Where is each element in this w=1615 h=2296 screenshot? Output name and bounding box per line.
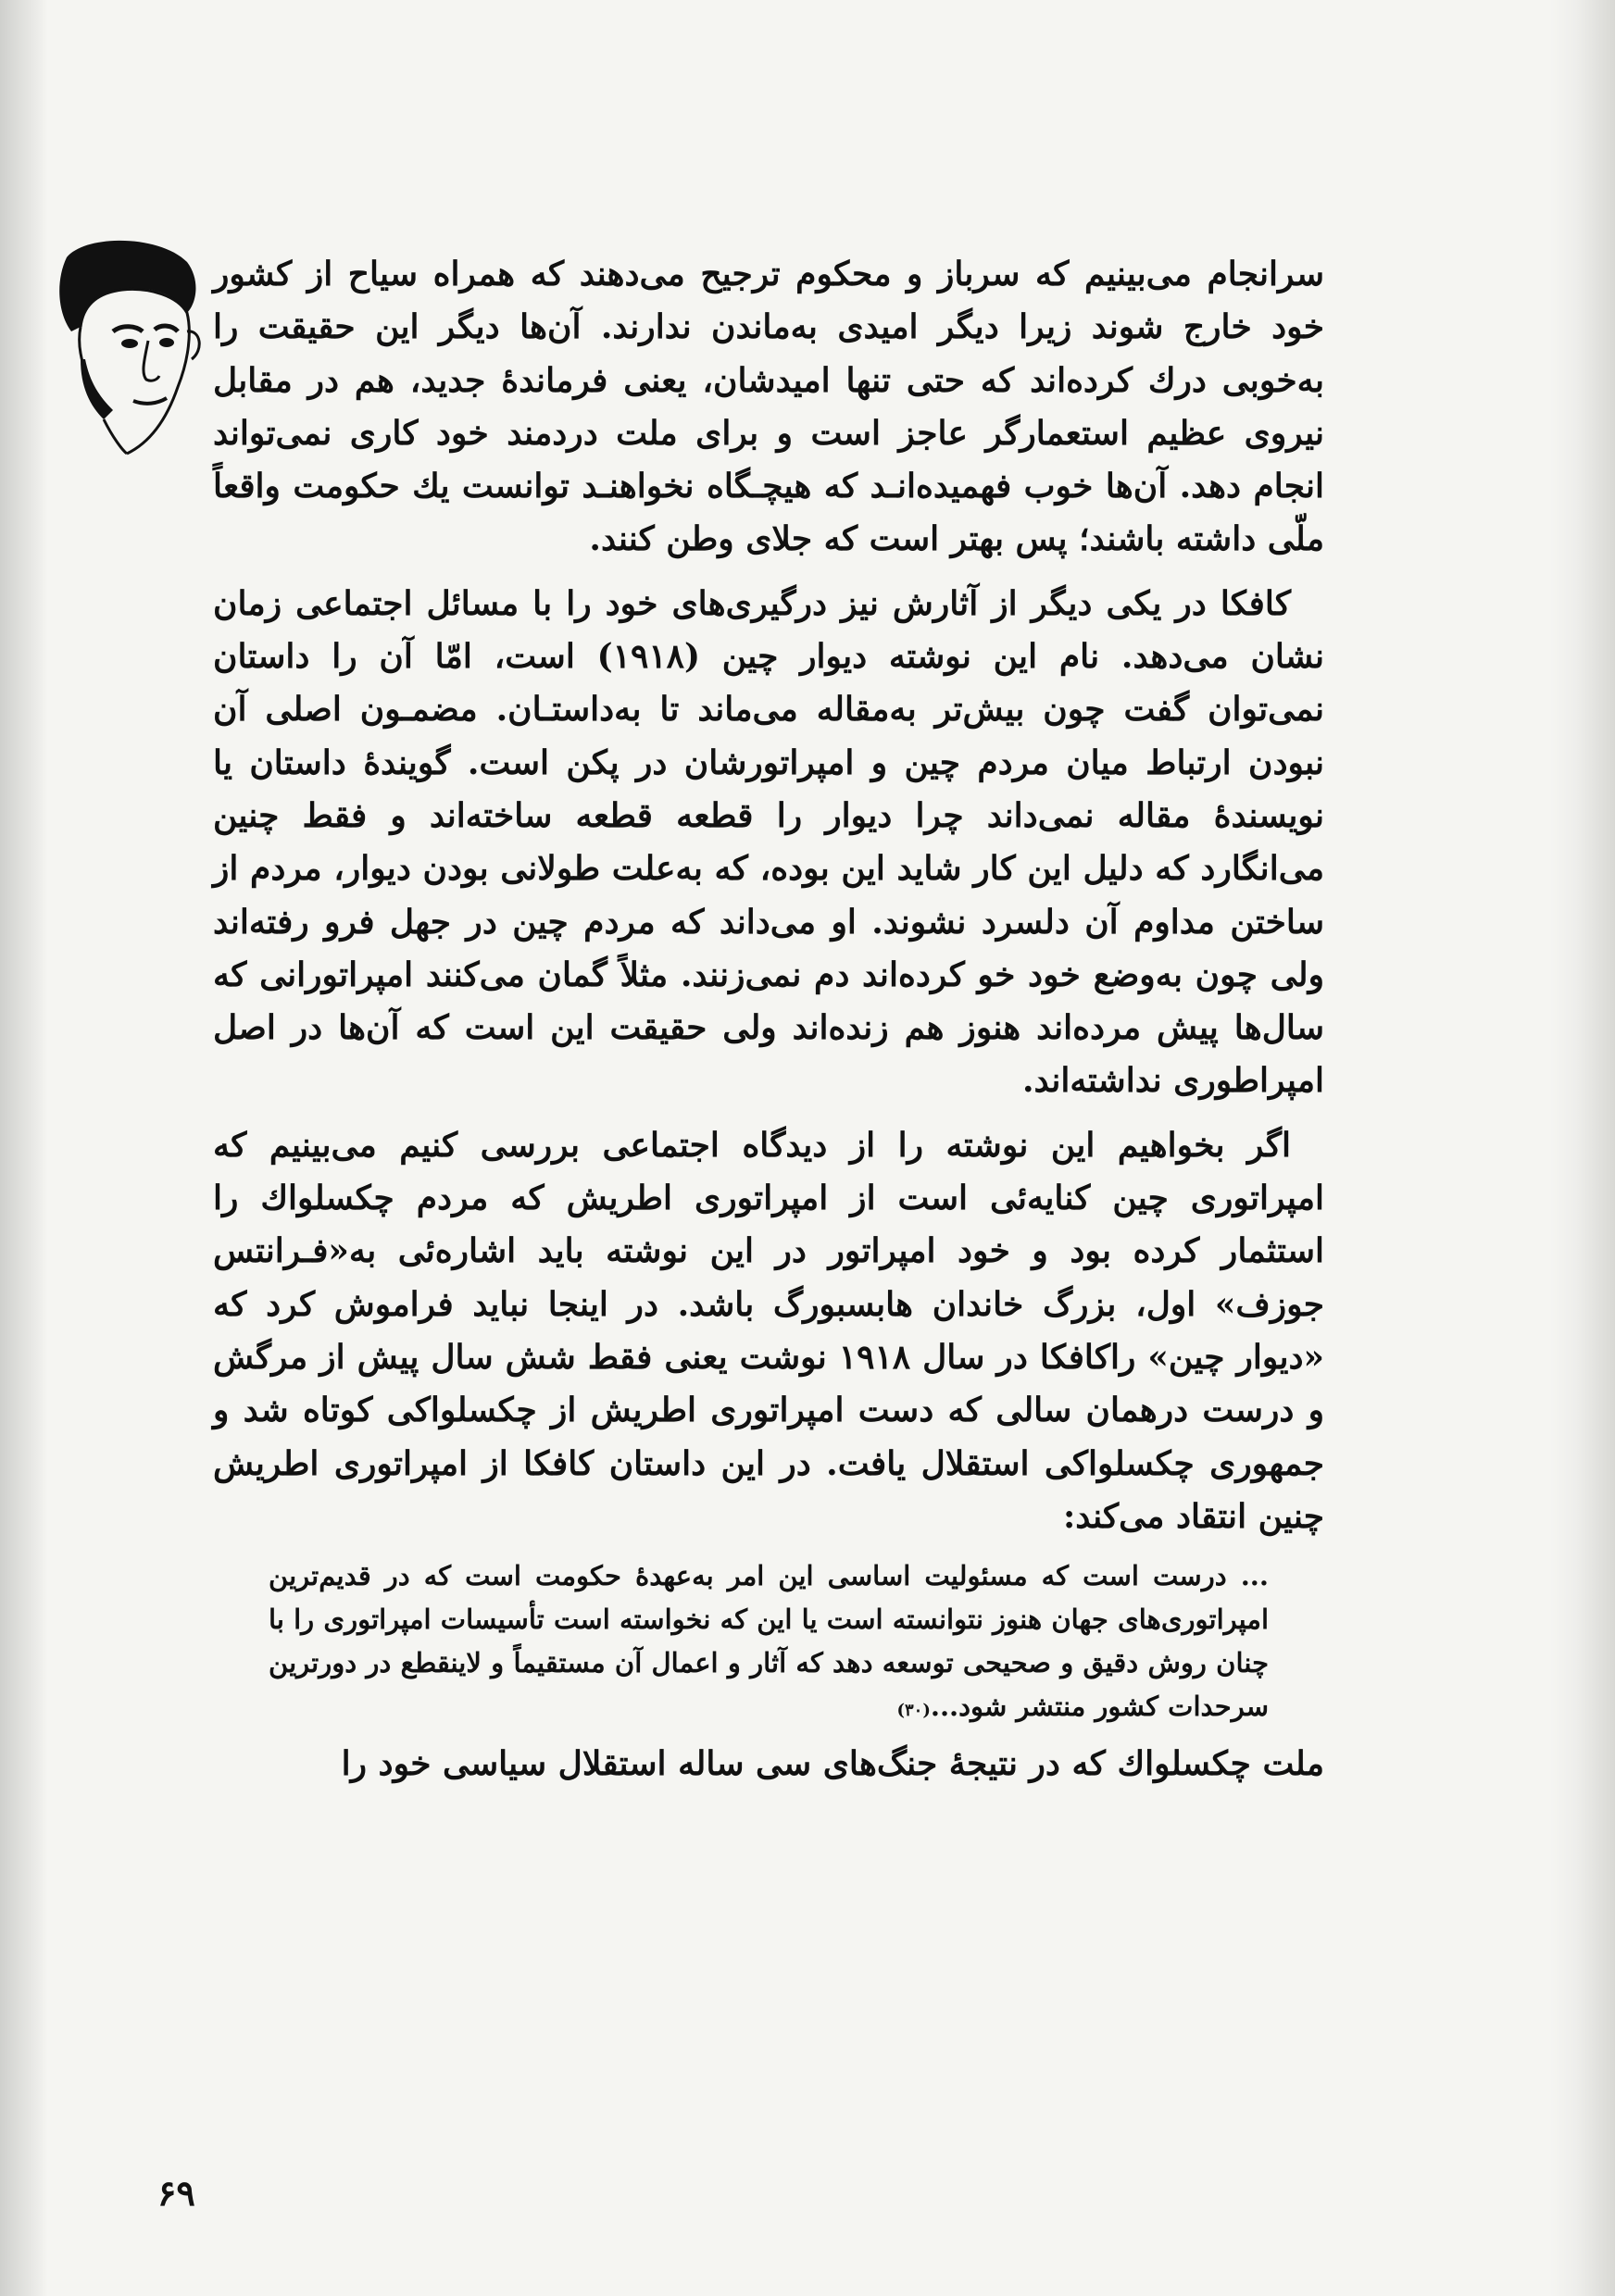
page-number: ۶۹ bbox=[157, 2172, 195, 2214]
paragraph-1: سرانجام می‌بینیم که سرباز و محکوم ترجیح می‌دهند که همراه سیاح از کشور خود خارج شوند زیرا دیگر امیدی به‌ماندن ندارند. آن‌ها دیگر این حقیقت را به‌خوبی درك کرده‌اند که حتی تنها امیدشان، یعنی فرماندهٔ جدید، هم در مقابل نیروی عظیم استعمارگر عاجز است و برای ملت دردمند خود کاری نمی‌تواند انجام دهد. آن‌ها خوب فهمیده‌انـد که هیچـگاه نخواهنـد توانست یك حکومت واقعاً ملّی داشته باشند؛ پس بهتر است که جلای وطن کنند. bbox=[213, 255, 1324, 559]
text-body bbox=[213, 248, 1324, 1802]
paragraph-2: کافکا در یکی دیگر از آثارش نیز درگیری‌های خود را با مسائل اجتماعی زمان نشان می‌دهد. نام این نوشته دیوار چین (۱۹۱۸) است، امّا آن را داستان نمی‌توان گفت چون بیش‌تر به‌مقاله می‌ماند تا به‌داستـان. مضمـون اصلی آن نبودن ارتباط میان مردم چین و امپراتورشان در پکن است. گویندهٔ داستان یا نویسندهٔ مقاله نمی‌داند چرا دیوار را قطعه قطعه ساخته‌اند و فقط چنین می‌انگارد که دلیل این کار شاید این بوده، که به‌علت طولانی بودن دیوار، مردم از ساختن مداوم آن دلسرد نشوند. او می‌داند که مردم چین در جهل فرو رفته‌اند ولی چون به‌وضع خود خو کرده‌اند دم نمی‌زنند. مثلاً گمان می‌کنند امپراتورانی که سال‌ها پیش مرده‌اند هنوز هم زنده‌اند ولی حقیقت این است که آن‌ها در اصل امپراطوری نداشته‌اند. bbox=[213, 583, 1324, 1101]
footnote-ref: (۳۰) bbox=[896, 1701, 931, 1721]
block-quote bbox=[269, 1554, 1269, 1732]
block-quote-text: ... درست است که مسئولیت اساسی این امر به‌عهدهٔ حکومت است که در قدیم‌ترین امپراتوری‌های جهان هنوز نتوانسته است یا این که نخواسته است تأسیسات امپراتوری را با چنان روش دقیق و صحیحی توسعه دهد که آثار و اعمال آن مستقیماً و لاینقطع در دورترین سرحدات کشور منتشر شود... bbox=[269, 1560, 1269, 1723]
paragraph-4: ملت چکسلواك که در نتیجهٔ جنگ‌های سی ساله استقلال سیاسی خود را bbox=[341, 1744, 1324, 1784]
author-portrait-icon bbox=[48, 239, 206, 461]
paragraph-3: اگر بخواهیم این نوشته را از دیدگاه اجتماعی بررسی کنیم می‌بینیم که امپراتوری چین کنایه‌ئی است از امپراتوری اطریش که مردم چکسلواك را استثمار کرده بود و خود امپراتور در این نوشته باید اشاره‌ئی به«فـرانتس جوزف» اول، بزرگ خاندان هابسبورگ باشد. در اینجا نباید فراموش کرد که «دیوار چین» راکافکا در سال ۱۹۱۸ نوشت یعنی فقط شش سال پیش از مرگش و درست درهمان سالی که دست امپراتوری اطریش از چکسلواکی کوتاه شد و جمهوری چکسلواکی استقلال یافت. در این داستان کافکا از امپراتوری اطریش چنین انتقاد می‌کند: bbox=[213, 1125, 1324, 1536]
